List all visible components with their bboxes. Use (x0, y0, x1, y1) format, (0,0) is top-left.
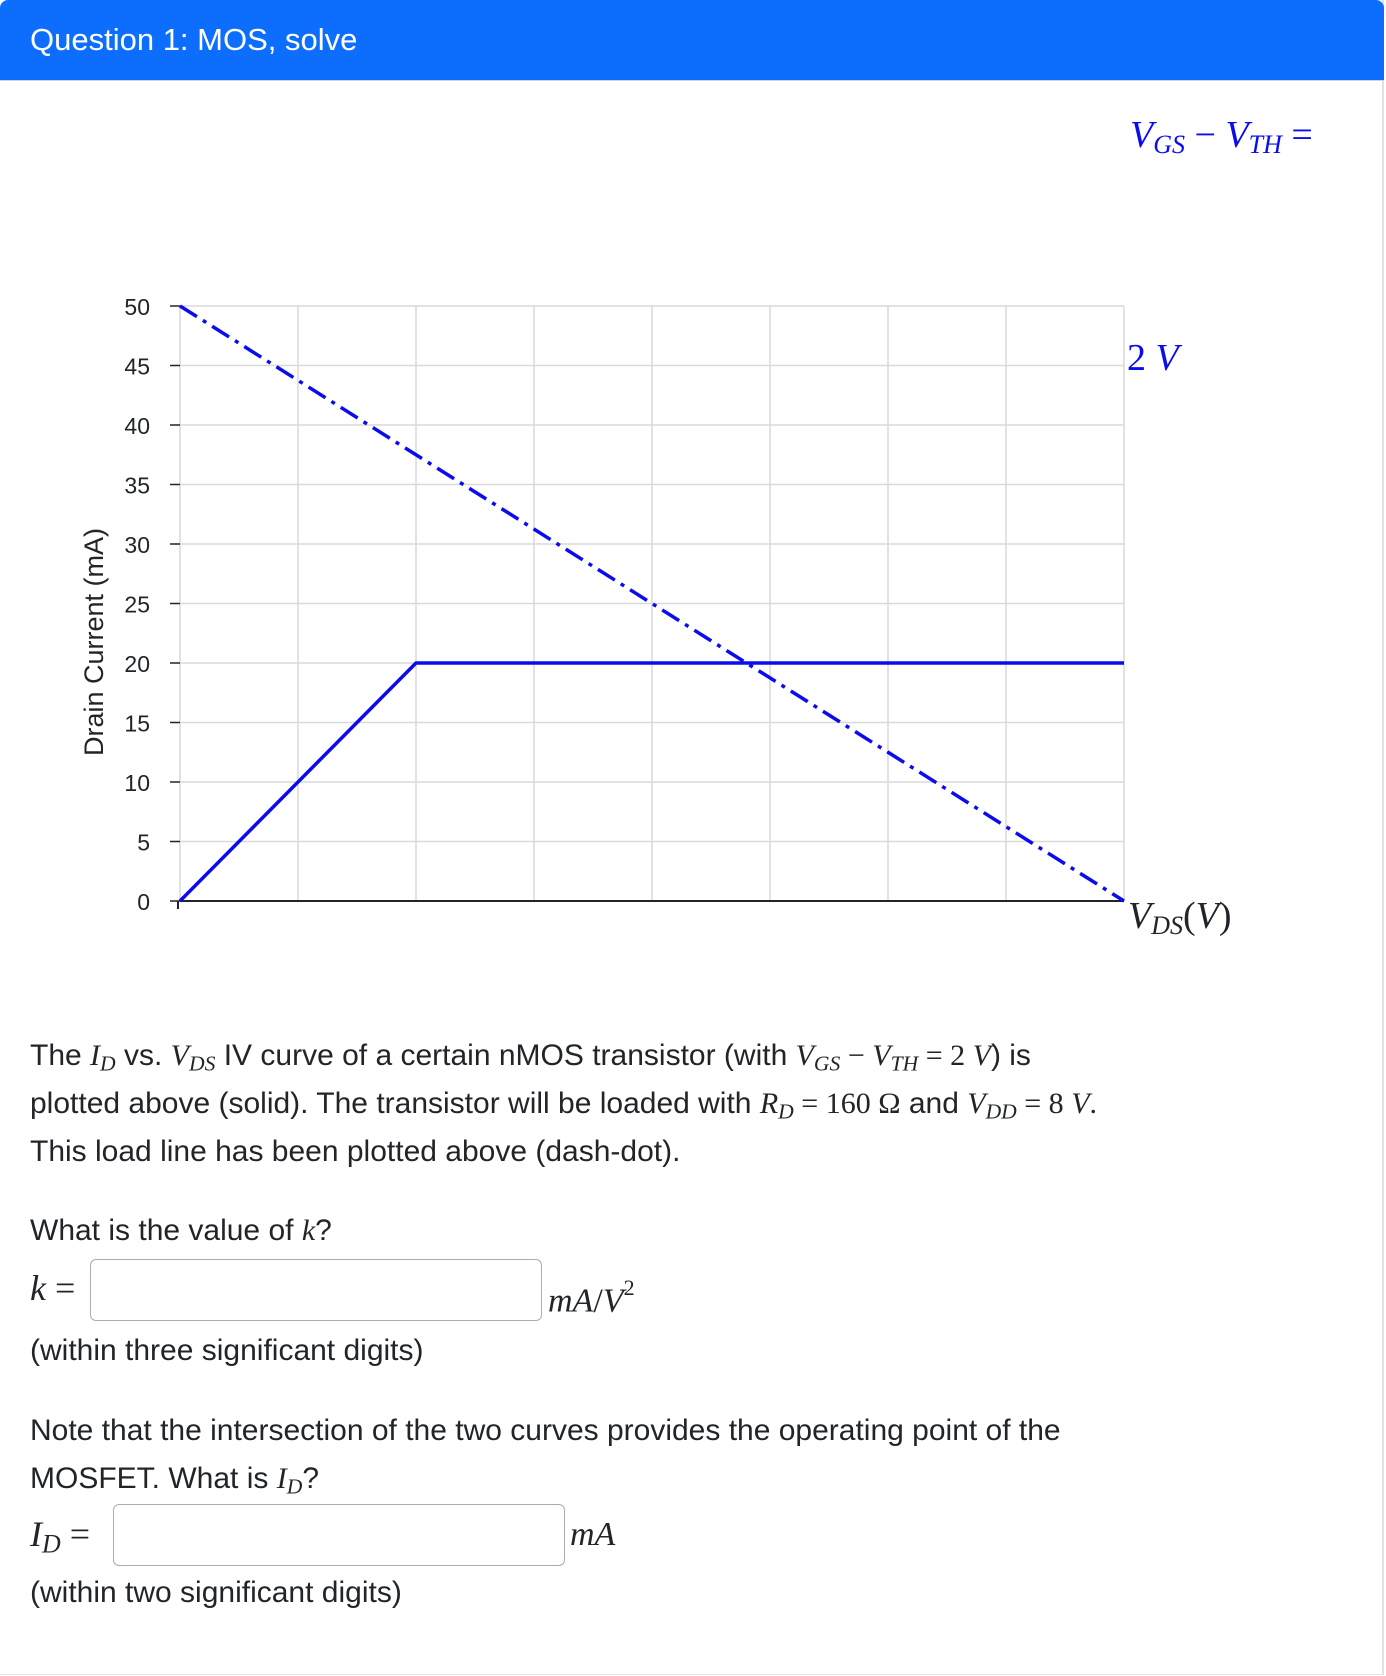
y-tick-label: 10 (124, 770, 150, 796)
question-header (0, 0, 1384, 80)
id-input-label: $I_D$ = (30, 1514, 91, 1559)
y-tick-label: 20 (124, 651, 150, 677)
y-tick-label: 15 (124, 710, 150, 737)
id-question-line-1: Note that the intersection of the two curves provides the operating point of the (30, 1414, 1061, 1447)
text-segment: ? (302, 1462, 319, 1495)
k-significant-digits-note: (within three significant digits) (30, 1334, 424, 1367)
text-segment: and (900, 1087, 968, 1120)
y-tick-label: 40 (124, 413, 150, 439)
chart-axes (170, 306, 1124, 909)
id-answer-input[interactable] (113, 1504, 565, 1566)
text-segment: The (30, 1039, 91, 1072)
y-tick-labels (124, 294, 150, 915)
k-answer-input[interactable] (90, 1259, 542, 1321)
text-segment: IV curve of a certain nMOS transistor (with (215, 1039, 796, 1072)
curve-label: 2 V (1127, 337, 1179, 379)
y-tick-label: 45 (124, 353, 150, 380)
legend-title: VGS − VTH = (1130, 114, 1313, 159)
y-tick-label: 0 (137, 889, 150, 915)
text-segment: vs. (115, 1039, 171, 1072)
y-tick-label: 30 (124, 532, 150, 558)
id-unit-label: mA (570, 1516, 616, 1553)
iv-curve-chart (0, 81, 1384, 941)
question-title: Question 1: MOS, solve (30, 22, 358, 57)
text-segment: ) is (990, 1039, 1031, 1072)
k-unit-label: $mA/V^2$ (548, 1275, 635, 1320)
id-question-line-2: MOSFET. What is $I_D$? (30, 1462, 319, 1499)
y-tick-label: 50 (124, 294, 150, 320)
text-segment: ? (315, 1214, 332, 1247)
y-tick-label: 35 (124, 472, 150, 499)
problem-statement-line-2: plotted above (solid). The transistor will be loaded with $R_D = 160$ Ω and $V_{DD} = 8$ V. (30, 1087, 1098, 1124)
y-tick-label: 5 (137, 829, 150, 856)
text-segment: MOSFET. What is (30, 1462, 277, 1495)
text-segment: plotted above (solid). The transistor will be loaded with (30, 1087, 760, 1120)
problem-statement-line-3: This load line has been plotted above (dash-dot). (30, 1135, 681, 1168)
problem-statement-line-1: The $I_D$ vs. $V_{DS}$ IV curve of a certain nMOS transistor (with $V_{GS} - V_{TH} = 2$ V) is (30, 1039, 1031, 1076)
y-axis-label: Drain Current (mA) (79, 527, 109, 757)
y-tick-label: 25 (124, 591, 150, 618)
x-axis-label: VDS(V) (1128, 895, 1232, 940)
k-question-prompt: What is the value of k? (30, 1214, 332, 1247)
text-segment: What is the value of (30, 1214, 302, 1247)
k-input-label: k = (30, 1268, 76, 1308)
id-significant-digits-note: (within two significant digits) (30, 1576, 402, 1609)
